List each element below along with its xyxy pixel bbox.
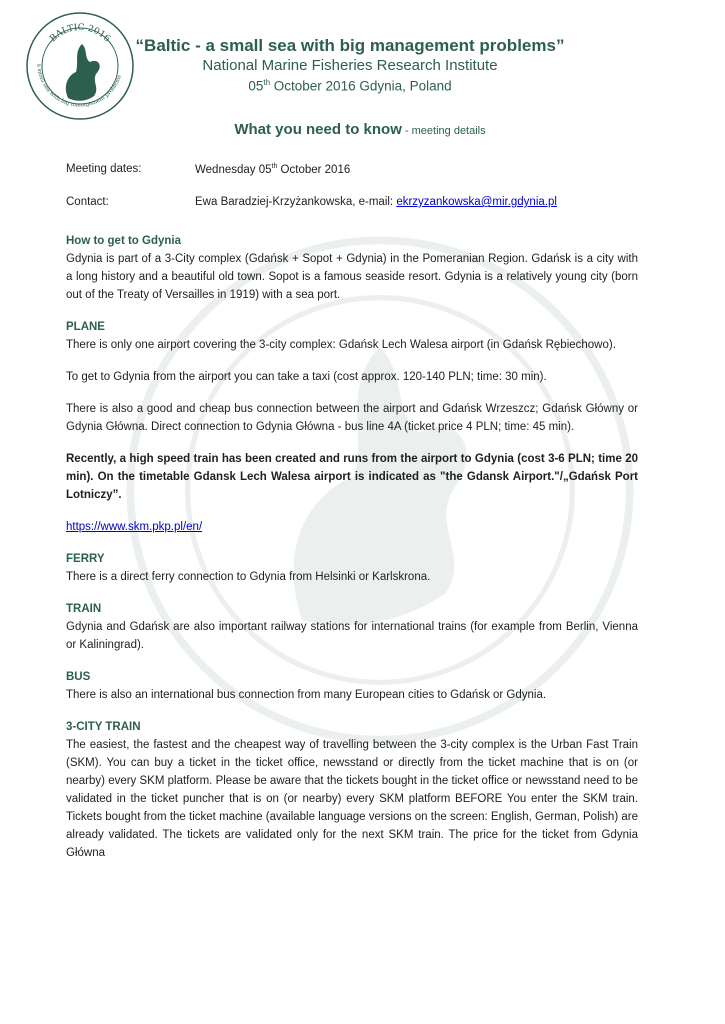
skm-website-link[interactable]: https://www.skm.pkp.pl/en/ (66, 521, 203, 533)
page-subtitle: What you need to know - meeting details (234, 121, 486, 138)
section-heading-train: TRAIN (66, 603, 102, 615)
section-text-train: Gdynia and Gdańsk are also important railway stations for international trains (for example from Berlin, Vienna or Kaliningrad). (66, 621, 638, 651)
document-body (66, 232, 638, 862)
conference-date: 05th October 2016 Gdynia, Poland (248, 78, 452, 94)
plane-paragraph-1: There is only one airport covering the 3-city complex: Gdańsk Lech Walesa airport (in Gdańsk Rębiechowo). (66, 339, 616, 351)
contact-label: Contact: (66, 196, 109, 208)
baltic-2016-logo (24, 10, 136, 122)
conference-title: “Baltic - a small sea with big management problems” (135, 36, 565, 55)
contact-email-link[interactable]: ekrzyzankowska@mir.gdynia.pl (396, 196, 557, 208)
plane-paragraph-3: There is also a good and cheap bus connection between the airport and Gdańsk Wrzeszcz; Gdańsk Główny or Gdynia Główna. Direct connection to Gdynia Główna - bus line 4A (ticket price 4 PLN; time: 45 min). (66, 403, 638, 433)
meeting-dates-label: Meeting dates: (66, 163, 142, 175)
plane-paragraph-2: To get to Gdynia from the airport you can take a taxi (cost approx. 120-140 PLN; time: 30 min). (66, 371, 547, 383)
section-heading-3city-train: 3-CITY TRAIN (66, 721, 141, 733)
svg-text:a small sea with big managemen: a small sea with big management problems (35, 63, 123, 109)
meeting-dates-value: Wednesday 05th October 2016 (195, 163, 351, 176)
section-text-ferry: There is a direct ferry connection to Gdynia from Helsinki or Karlskrona. (66, 571, 431, 583)
institute-name: National Marine Fisheries Research Institute (202, 57, 498, 74)
section-heading-plane: PLANE (66, 321, 105, 333)
section-heading-how: How to get to Gdynia (66, 235, 181, 247)
section-text-bus: There is also an international bus connection from many European cities to Gdańsk or Gdynia. (66, 689, 547, 701)
plane-paragraph-4: Recently, a high speed train has been created and runs from the airport to Gdynia (cost 3-6 PLN; time 20 min). On the timetable Gdansk Lech Walesa airport is indicated as "the Gdansk Airport."/„Gdańsk Port Lotniczy”. (66, 453, 638, 501)
section-heading-bus: BUS (66, 671, 91, 683)
contact-value: Ewa Baradziej-Krzyżankowska, e-mail: ekrzyzankowska@mir.gdynia.pl (195, 196, 557, 208)
section-text-3city-train: The easiest, the fastest and the cheapest way of travelling between the 3-city complex is the Urban Fast Train (SKM). You can buy a ticket in the ticket office, newsstand or directly from the ticket machine that is on (or nearby) every SKM platform. Please be aware that the tickets bought in the ticket office or newsstand need to be validated in the ticket puncher that is on (or nearby) every SKM platform BEFORE You enter the SKM train. Tickets bought from the ticket machine (available language versions on the screen: English, German, Polish) are already validated. The tickets are validated only for the next SKM train. The price for the ticket from Gdynia Główna (66, 739, 638, 859)
section-text-how: Gdynia is part of a 3-City complex (Gdańsk + Sopot + Gdynia) in the Pomeranian Region. Gdańsk is a city with a long history and a beautiful old town. Sopot is a famous seaside resort. Gdynia is a relatively young city (born out of the Treaty of Versailles in 1919) with a sea port. (66, 253, 638, 301)
svg-text:BALTIC 2016: BALTIC 2016 (48, 22, 112, 45)
section-heading-ferry: FERRY (66, 553, 105, 565)
